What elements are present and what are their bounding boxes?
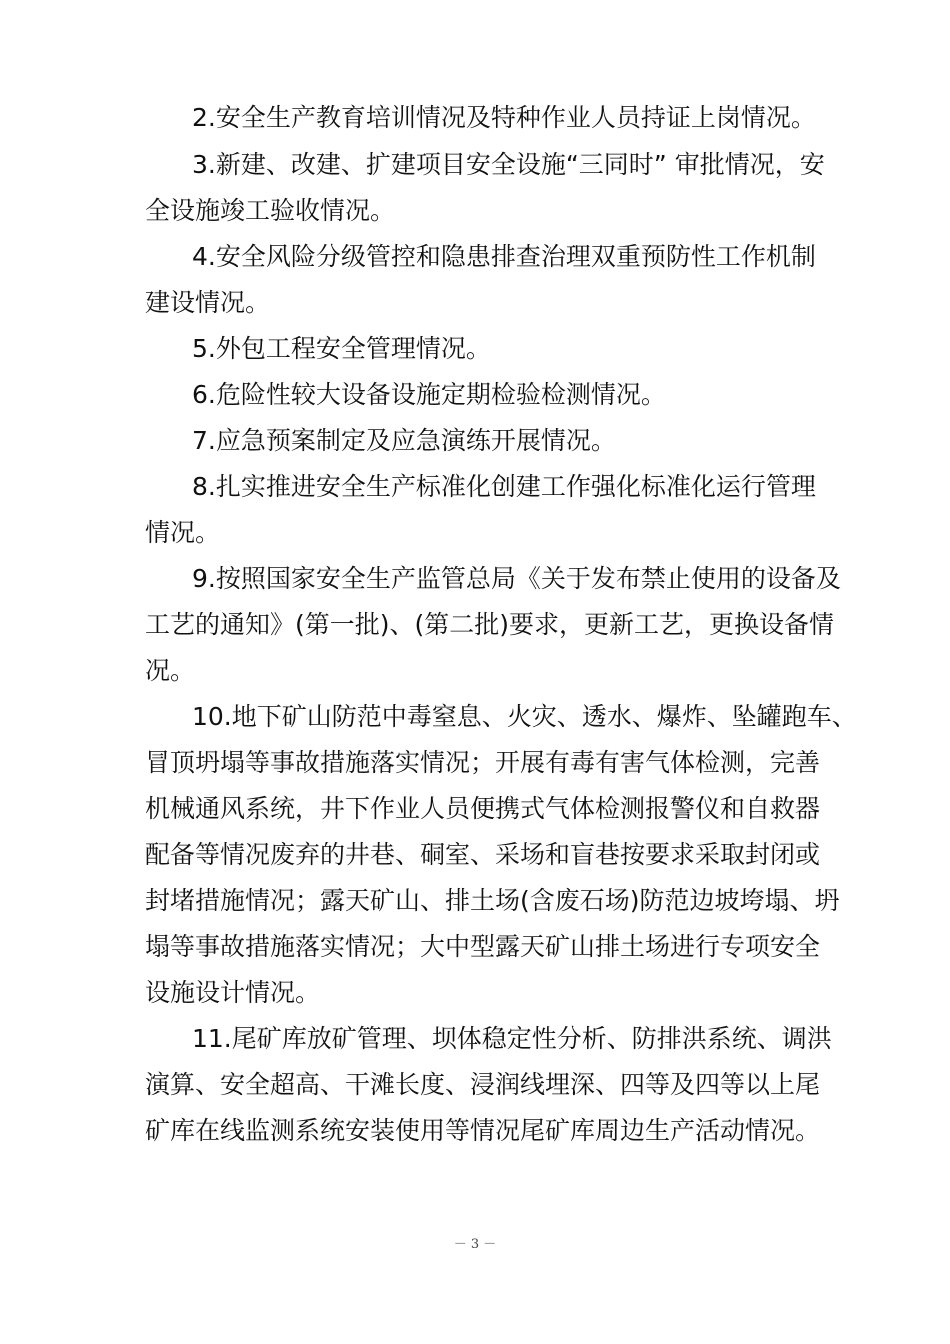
paragraph-line: 情况。 bbox=[145, 518, 221, 547]
paragraph-line: 9.按照国家安全生产监管总局《关于发布禁止使用的设备及 bbox=[192, 564, 841, 593]
paragraph-line: 2.安全生产教育培训情况及特种作业人员持证上岗情况。 bbox=[192, 103, 816, 132]
paragraph-line: 配备等情况废弃的井巷、硐室、采场和盲巷按要求采取封闭或 bbox=[145, 840, 821, 869]
paragraph-line: 11.尾矿库放矿管理、坝体稳定性分析、防排洪系统、调洪 bbox=[192, 1024, 832, 1053]
paragraph-line: 7.应急预案制定及应急演练开展情况。 bbox=[192, 426, 616, 455]
paragraph-line: 演算、安全超高、干滩长度、浸润线埋深、四等及四等以上尾 bbox=[145, 1070, 821, 1099]
paragraph-line: 设施设计情况。 bbox=[145, 978, 321, 1007]
paragraph-line: 工艺的通知》(第一批)、(第二批)要求，更新工艺，更换设备情 bbox=[145, 610, 835, 639]
paragraph-line: 机械通风系统，井下作业人员便携式气体检测报警仪和自救器 bbox=[145, 794, 821, 823]
paragraph-line: 3.新建、改建、扩建项目安全设施“三同时” 审批情况，安 bbox=[192, 150, 825, 179]
paragraph-line: 冒顶坍塌等事故措施落实情况；开展有毒有害气体检测，完善 bbox=[145, 748, 821, 777]
paragraph-line: 5.外包工程安全管理情况。 bbox=[192, 334, 491, 363]
paragraph-line: 建设情况。 bbox=[145, 288, 271, 317]
paragraph-line: 全设施竣工验收情况。 bbox=[145, 196, 396, 225]
paragraph-line: 塌等事故措施落实情况；大中型露天矿山排土场进行专项安全 bbox=[145, 932, 821, 961]
page-number: － 3 － bbox=[453, 1237, 497, 1252]
paragraph-line: 8.扎实推进安全生产标准化创建工作强化标准化运行管理 bbox=[192, 472, 816, 501]
paragraph-line: 矿库在线监测系统安装使用等情况尾矿库周边生产活动情况。 bbox=[145, 1116, 821, 1145]
paragraph-line: 10.地下矿山防范中毒窒息、火灾、透水、爆炸、坠罐跑车、 bbox=[192, 702, 857, 731]
paragraph-line: 6.危险性较大设备设施定期检验检测情况。 bbox=[192, 380, 666, 409]
paragraph-line: 封堵措施情况；露天矿山、排土场(含废石场)防范边坡垮塌、坍 bbox=[145, 886, 840, 915]
paragraph-line: 况。 bbox=[145, 656, 196, 685]
paragraph-line: 4.安全风险分级管控和隐患排查治理双重预防性工作机制 bbox=[192, 242, 816, 271]
